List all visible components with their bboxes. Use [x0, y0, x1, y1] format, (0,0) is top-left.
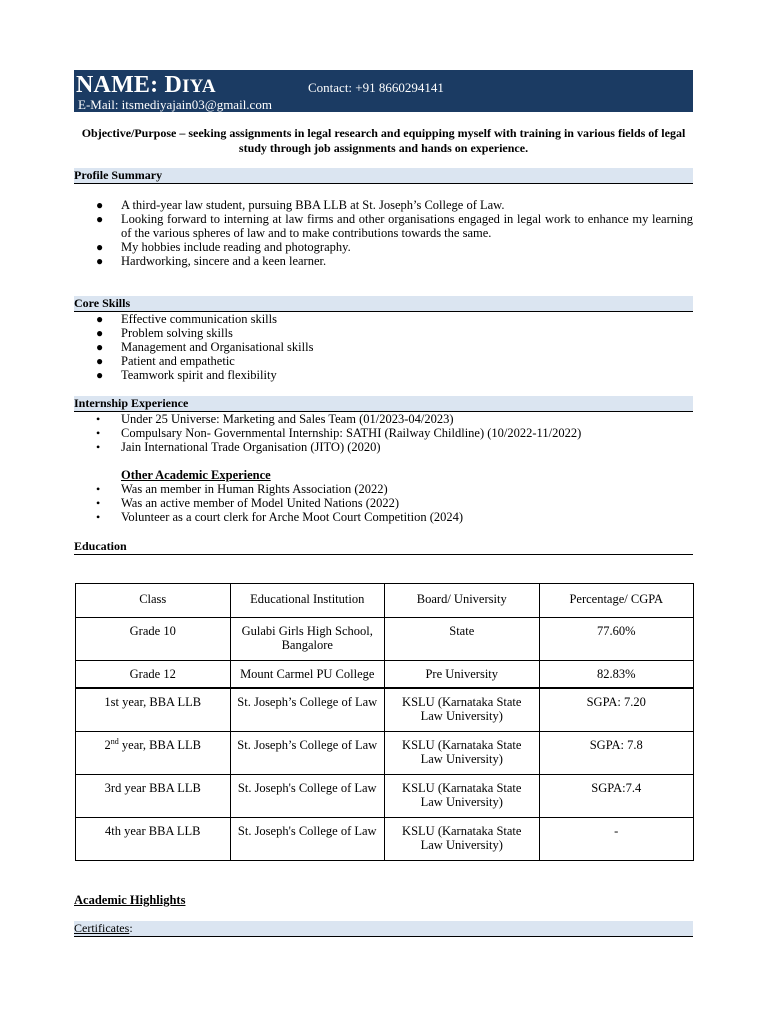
internship-list [74, 412, 693, 454]
core-skills-list [74, 312, 693, 382]
table-header-row [76, 584, 694, 618]
table-header-cell: Educational Institution [230, 584, 385, 618]
email-address: E-Mail: itsmediyajain03@gmail.com [78, 97, 272, 112]
table-cell: KSLU (Karnataka State Law University) [385, 818, 540, 861]
list-item: • Under 25 Universe: Marketing and Sales Team (01/2023-04/2023) [96, 412, 454, 426]
table-cell: 82.83% [539, 661, 694, 689]
education-heading: Education [74, 539, 693, 555]
core-skills-heading: Core Skills [74, 296, 693, 312]
table-cell: KSLU (Karnataka State Law University) [385, 775, 540, 818]
candidate-name: NAME: DIYA [76, 72, 216, 98]
table-cell: - [539, 818, 694, 861]
list-item: • Jain International Trade Organisation (JITO) (2020) [96, 440, 381, 454]
table-row [76, 618, 694, 661]
table-cell: KSLU (Karnataka State Law University) [385, 688, 540, 732]
list-item: ● My hobbies include reading and photography. [96, 240, 351, 254]
other-academic-heading: Other Academic Experience [121, 468, 271, 482]
table-cell: KSLU (Karnataka State Law University) [385, 732, 540, 775]
table-row [76, 775, 694, 818]
table-row [76, 818, 694, 861]
certificates-heading: Certificates: [74, 921, 693, 937]
internship-heading: Internship Experience [74, 396, 693, 412]
table-cell: 3rd year BBA LLB [76, 775, 231, 818]
table-cell: St. Joseph’s College of Law [230, 732, 385, 775]
list-item: ● Patient and empathetic [96, 354, 235, 368]
table-cell: 4th year BBA LLB [76, 818, 231, 861]
profile-summary-heading: Profile Summary [74, 168, 693, 184]
table-cell: SGPA: 7.20 [539, 688, 694, 732]
list-item: ● Teamwork spirit and flexibility [96, 368, 277, 382]
table-row [76, 732, 694, 775]
table-header-cell: Board/ University [385, 584, 540, 618]
education-table [75, 583, 694, 861]
table-cell: St. Joseph’s College of Law [230, 688, 385, 732]
academic-highlights-heading: Academic Highlights [74, 893, 186, 907]
table-cell: 1st year, BBA LLB [76, 688, 231, 732]
name-header [74, 70, 693, 112]
list-item: • Volunteer as a court clerk for Arche Moot Court Competition (2024) [96, 510, 464, 524]
table-header-cell: Percentage/ CGPA [539, 584, 694, 618]
list-item: ● Looking forward to interning at law firms and other organisations engaged in legal work to enhance my learning of the various spheres of law and to make contributions towards the same. [96, 212, 693, 240]
list-item: ● Hardworking, sincere and a keen learner. [96, 254, 327, 268]
list-item: ● Problem solving skills [96, 326, 233, 340]
table-cell: St. Joseph's College of Law [230, 775, 385, 818]
table-cell: St. Joseph's College of Law [230, 818, 385, 861]
list-item: ● A third-year law student, pursuing BBA LLB at St. Joseph’s College of Law. [96, 198, 505, 212]
list-item: • Compulsary Non- Governmental Internship: SATHI (Railway Childline) (10/2022-11/2022) [96, 426, 582, 440]
table-header-cell: Class [76, 584, 231, 618]
table-cell: 2nd year, BBA LLB [76, 732, 231, 775]
list-item: • Was an active member of Model United Nations (2022) [96, 496, 400, 510]
table-cell: Grade 10 [76, 618, 231, 661]
table-cell: Mount Carmel PU College [230, 661, 385, 689]
table-cell: 77.60% [539, 618, 694, 661]
table-cell: State [385, 618, 540, 661]
table-cell: Pre University [385, 661, 540, 689]
table-row [76, 661, 694, 689]
table-cell: Grade 12 [76, 661, 231, 689]
profile-summary-list [74, 198, 693, 268]
list-item: ● Management and Organisational skills [96, 340, 314, 354]
list-item: ● Effective communication skills [96, 312, 277, 326]
contact-number: Contact: +91 8660294141 [308, 80, 444, 95]
other-academic-list [74, 482, 693, 524]
objective-statement: Objective/Purpose – seeking assignments in legal research and equipping myself with training in various fields of legal study through job assignments and hands on experience. [81, 126, 686, 155]
table-cell: Gulabi Girls High School, Bangalore [230, 618, 385, 661]
table-cell: SGPA:7.4 [539, 775, 694, 818]
list-item: • Was an member in Human Rights Association (2022) [96, 482, 388, 496]
table-cell: SGPA: 7.8 [539, 732, 694, 775]
table-row [76, 688, 694, 732]
